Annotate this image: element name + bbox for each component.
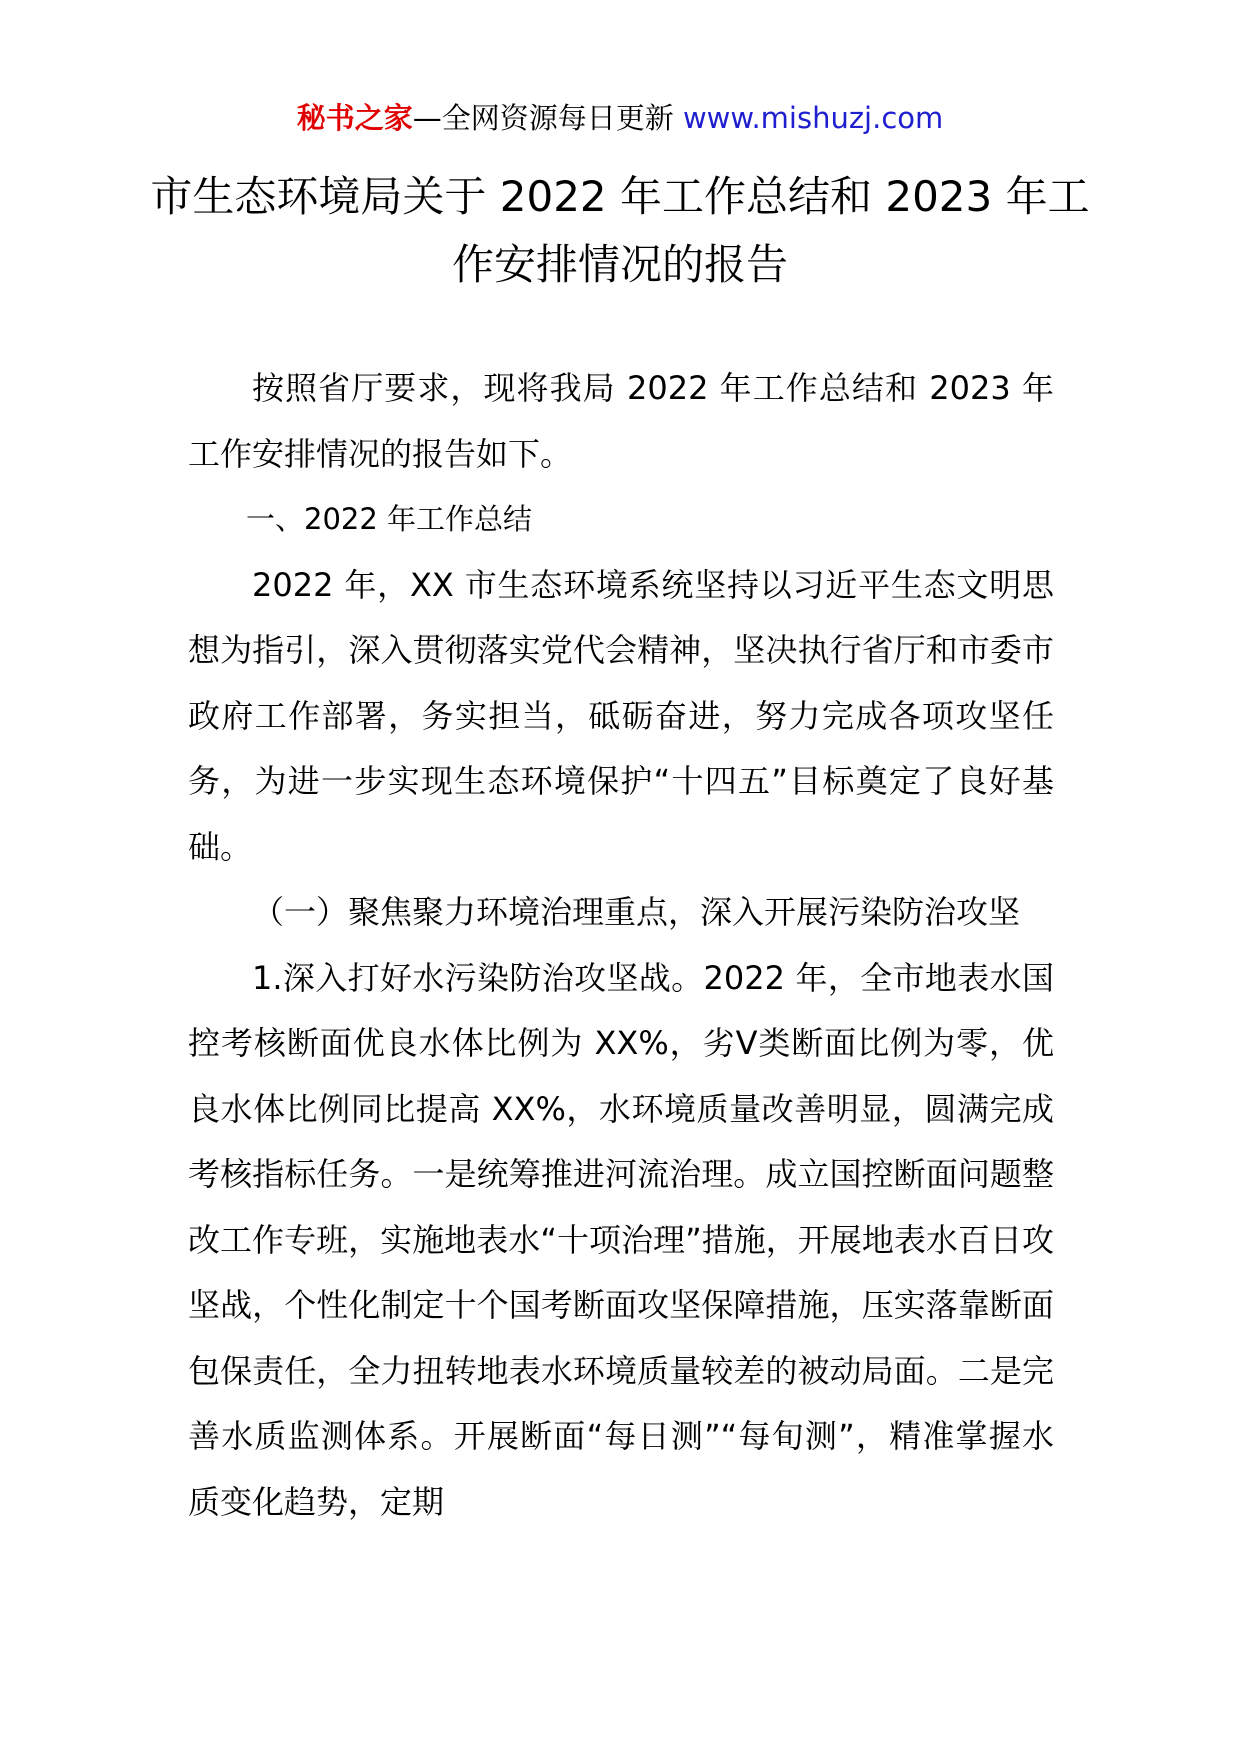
document-body [188,356,1054,1535]
document-title: 市生态环境局关于 2022 年工作总结和 2023 年工作安排情况的报告 [150,172,1090,289]
site-header [0,98,1240,138]
brand-name: 秘书之家 [296,101,413,135]
water-pollution-paragraph: 1.深入打好水污染防治攻坚战。2022 年，全市地表水国控考核断面优良水体比例为 XX%，劣Ⅴ类断面比例为零，优良水体比例同比提高 XX%，水环境质量改善明显，圆满完成考核指标任务。一是统筹推进河流治理。成立国控断面问题整改工作专班，实施地表水“十项治理”措施，开展地表水百日攻坚战，个性化制定十个国考断面攻坚保障措施，压实落靠断面包保责任，全力扭转地表水环境质量较差的被动局面。二是完善水质监测体系。开展断面“每日测”“每旬测”，精准掌握水质变化趋势，定期 [188,958,1054,1521]
header-tagline: —全网资源每日更新 [412,101,674,135]
site-link[interactable]: www.mishuzj.com [682,101,944,135]
subsection-heading: （一）聚焦聚力环境治理重点，深入开展污染防治攻坚 [252,893,1021,931]
section-heading: 一、2022 年工作总结 [246,502,533,536]
summary-paragraph: 2022 年，XX 市生态环境系统坚持以习近平生态文明思想为指引，深入贯彻落实党代会精神，坚决执行省厅和市委市政府工作部署，务实担当，砥砺奋进，努力完成各项攻坚任务，为进一步实现生态环境保护“十四五”目标奠定了良好基础。 [188,565,1054,866]
intro-paragraph: 按照省厅要求，现将我局 2022 年工作总结和 2023 年工作安排情况的报告如下。 [188,369,1054,473]
